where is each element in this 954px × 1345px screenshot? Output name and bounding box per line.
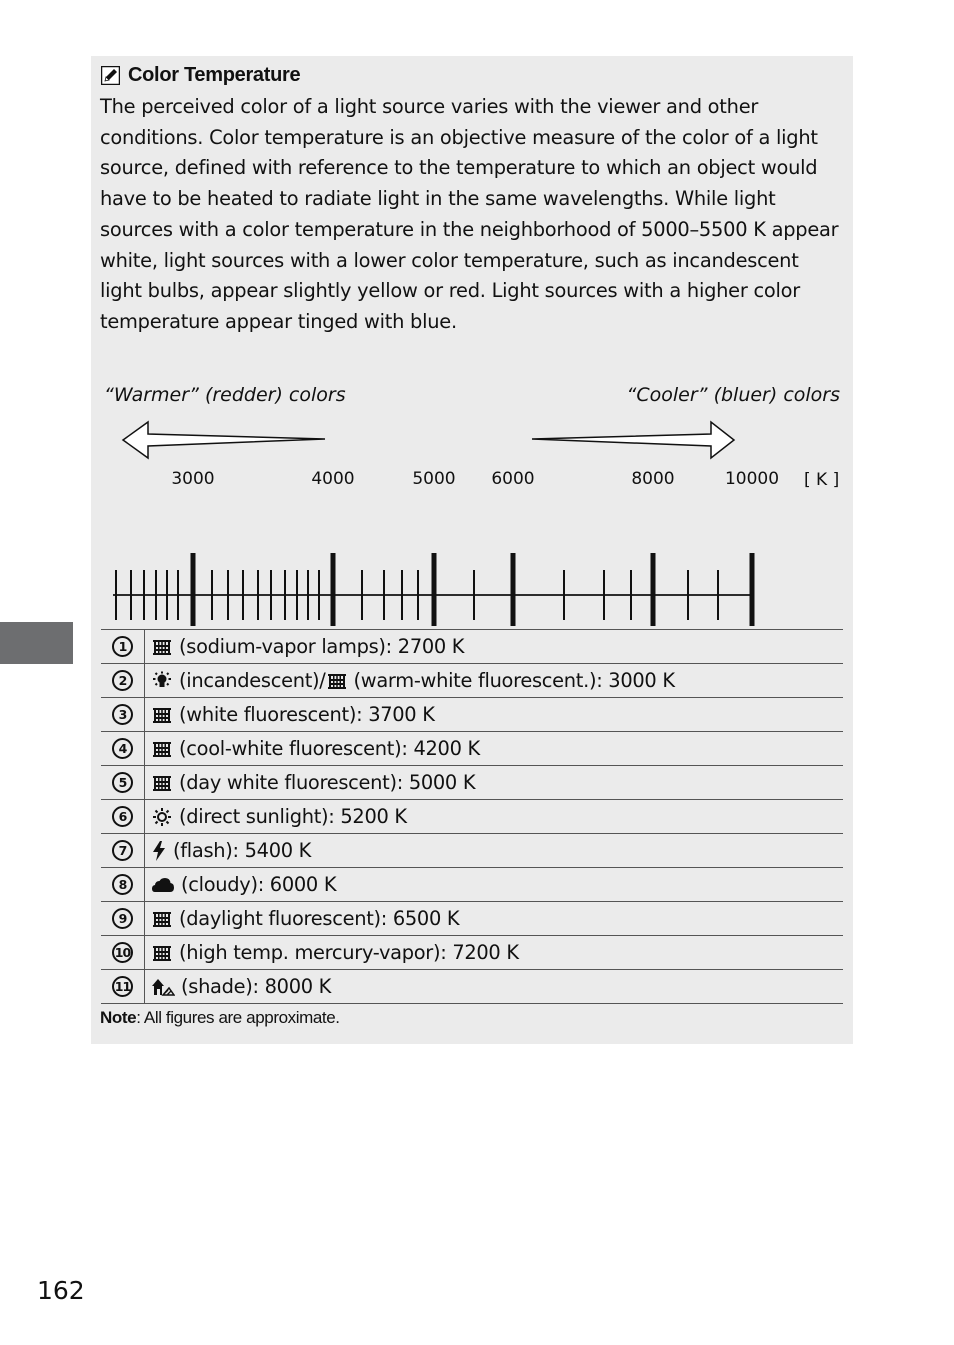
row-number-cell [101, 800, 145, 833]
row-number: 7 [112, 840, 133, 861]
row-text-cell [145, 941, 519, 964]
color-temperature-table [101, 629, 843, 1004]
tick-label-4000: 4000 [311, 469, 355, 489]
table-row [101, 800, 843, 834]
incandescent-icon [151, 671, 173, 691]
footnote-label: Note [100, 1008, 137, 1027]
row-text: (direct sunlight): 5200 K [179, 805, 407, 828]
note-title-text: Color Temperature [128, 64, 301, 86]
row-number-cell [101, 936, 145, 969]
row-text-cell [145, 805, 407, 828]
row-number-cell [101, 902, 145, 935]
row-text: (incandescent)/ [179, 669, 326, 692]
row-text: (flash): 5400 K [173, 839, 312, 862]
row-number: 8 [112, 874, 133, 895]
row-number: 6 [112, 806, 133, 827]
note-title [101, 64, 300, 87]
fluorescent-icon [151, 706, 173, 724]
fluorescent-icon [151, 638, 173, 656]
table-row [101, 902, 843, 936]
row-text: (shade): 8000 K [181, 975, 332, 998]
row-number-cell [101, 630, 145, 663]
fluorescent-icon [326, 672, 348, 690]
row-text-cell [145, 771, 475, 794]
color-temperature-scale [91, 376, 853, 626]
table-row [101, 834, 843, 868]
table-row [101, 936, 843, 970]
fluorescent-icon [151, 740, 173, 758]
tick-label-5000: 5000 [412, 469, 456, 489]
table-row [101, 732, 843, 766]
table-row [101, 766, 843, 800]
row-text-cell [145, 975, 331, 998]
row-text: (daylight fluorescent): 6500 K [179, 907, 460, 930]
row-text-cell [145, 839, 311, 862]
table-row [101, 698, 843, 732]
tick-label-3000: 3000 [171, 469, 215, 489]
warm-arrow [123, 422, 325, 458]
table-row [101, 868, 843, 902]
cloud-icon [151, 876, 175, 894]
footnote-text: : All figures are approximate. [136, 1008, 340, 1027]
row-text-cell [145, 669, 675, 692]
row-text-cell [145, 703, 435, 726]
row-number: 3 [112, 704, 133, 725]
row-number: 11 [112, 976, 133, 997]
note-body: The perceived color of a light source varies with the viewer and other conditions. Color temperature is an objective measure of the color of a light source, defined with reference to the temperature to which an object would have to be heated to radiate light in the same wavelengths. While light sources with a color temperature in the neighborhood of 5000–5500 K appear white, light sources with a lower color temperature, such as incandescent light bulbs, appear slightly yellow or red. Light sources with a higher color temperature appear tinged with blue. [100, 95, 839, 333]
chapter-tab [0, 622, 73, 664]
row-number-cell [101, 766, 145, 799]
row-text: (cloudy): 6000 K [181, 873, 337, 896]
row-number: 10 [112, 942, 133, 963]
row-number: 2 [112, 670, 133, 691]
row-number-cell [101, 664, 145, 697]
row-number: 9 [112, 908, 133, 929]
warm-label: “Warmer” (redder) colors [104, 384, 346, 406]
fluorescent-icon [151, 774, 173, 792]
tick-label-8000: 8000 [631, 469, 675, 489]
fluorescent-icon [151, 910, 173, 928]
row-text-cell [145, 635, 464, 658]
footnote [100, 1008, 340, 1028]
cool-label: “Cooler” (bluer) colors [626, 384, 840, 406]
row-number-cell [101, 834, 145, 867]
note-box [91, 56, 853, 1044]
table-row [101, 630, 843, 664]
row-text: (high temp. mercury-vapor): 7200 K [179, 941, 519, 964]
row-text: (day white fluorescent): 5000 K [179, 771, 476, 794]
row-number-cell [101, 698, 145, 731]
table-row [101, 664, 843, 698]
tick-label-10000: 10000 [724, 469, 780, 489]
row-text: (cool-white fluorescent): 4200 K [179, 737, 480, 760]
row-number: 5 [112, 772, 133, 793]
tick-label-6000: 6000 [491, 469, 535, 489]
row-text-cell [145, 873, 336, 896]
pencil-note-icon [101, 66, 120, 85]
page-number: 162 [37, 1276, 85, 1305]
row-text: (sodium-vapor lamps): 2700 K [179, 635, 465, 658]
row-text-secondary: (warm-white fluorescent.): 3000 K [353, 669, 675, 692]
sun-icon [151, 807, 173, 827]
unit-label: [ K ] [804, 470, 840, 490]
row-number-cell [101, 868, 145, 901]
row-number: 4 [112, 738, 133, 759]
cool-arrow [532, 422, 734, 458]
row-number-cell [101, 970, 145, 1003]
shade-icon [151, 977, 175, 997]
row-text-cell [145, 737, 480, 760]
row-number-cell [101, 732, 145, 765]
fluorescent-icon [151, 944, 173, 962]
row-text: (white fluorescent): 3700 K [179, 703, 435, 726]
row-text-cell [145, 907, 459, 930]
row-number: 1 [112, 636, 133, 657]
flash-icon [151, 840, 167, 862]
table-row [101, 970, 843, 1004]
